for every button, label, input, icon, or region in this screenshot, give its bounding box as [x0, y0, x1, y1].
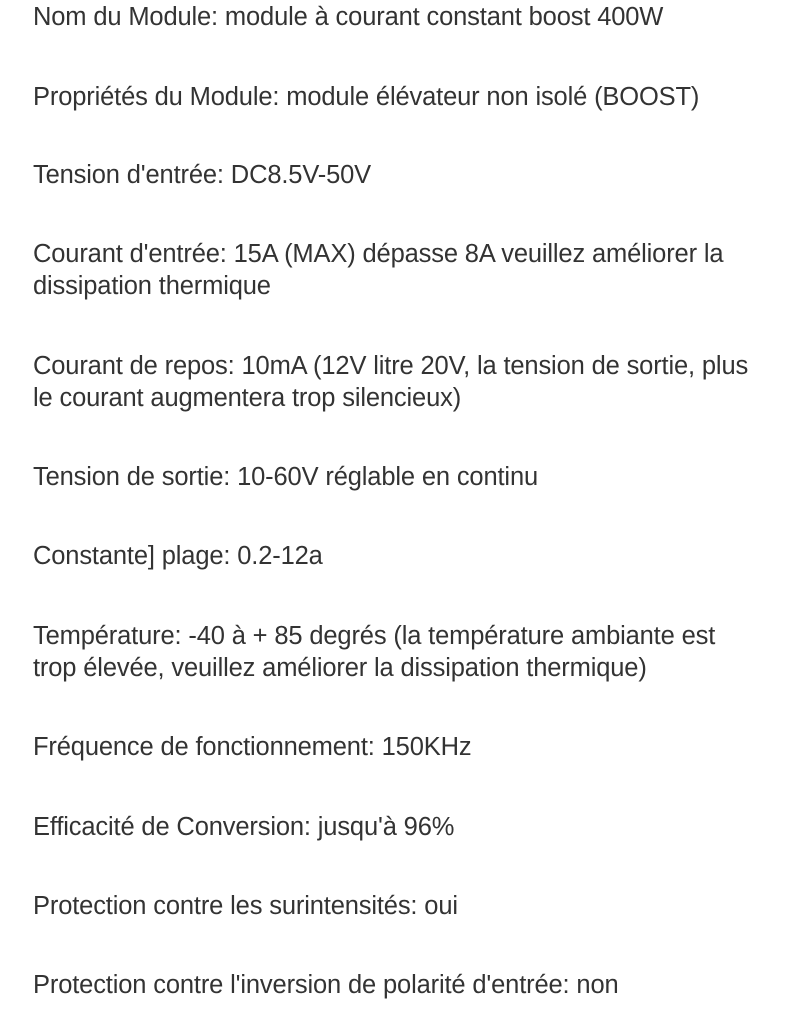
spec-input-voltage: Tension d'entrée: DC8.5V-50V	[33, 161, 372, 189]
spec-temperature: Température: -40 à + 85 degrés (la température ambiante est trop élevée, veuillez améliorer la dissipation thermique)	[33, 622, 716, 682]
spec-input-current: Courant d'entrée: 15A (MAX) dépasse 8A veuillez améliorer la dissipation thermique	[33, 240, 724, 300]
spec-module-name: Nom du Module: module à courant constant boost 400W	[33, 3, 664, 31]
spec-operating-frequency: Fréquence de fonctionnement: 150KHz	[33, 733, 472, 761]
spec-reverse-polarity-protection: Protection contre l'inversion de polarité d'entrée: non	[33, 971, 619, 999]
spec-quiescent-current: Courant de repos: 10mA (12V litre 20V, la tension de sortie, plus le courant augmentera trop silencieux)	[33, 352, 749, 412]
spec-constant-range: Constante] plage: 0.2-12a	[33, 542, 323, 570]
spec-conversion-efficiency: Efficacité de Conversion: jusqu'à 96%	[33, 813, 455, 841]
spec-output-voltage: Tension de sortie: 10-60V réglable en continu	[33, 463, 539, 491]
spec-overcurrent-protection: Protection contre les surintensités: oui	[33, 892, 458, 920]
spec-module-properties: Propriétés du Module: module élévateur non isolé (BOOST)	[33, 83, 700, 111]
